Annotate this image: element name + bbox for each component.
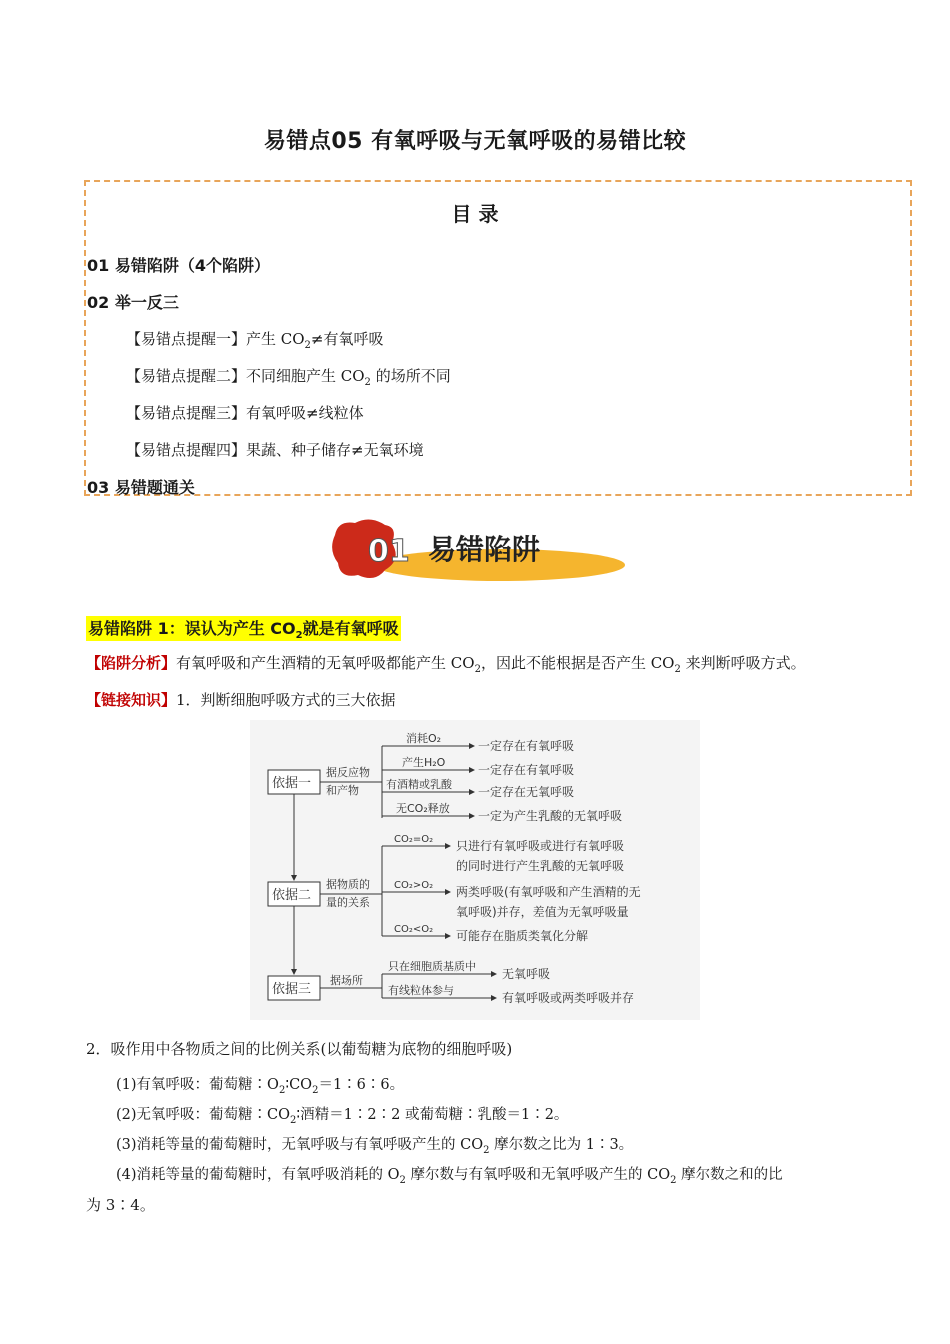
b1-cond-1: 消耗O₂ bbox=[406, 732, 442, 745]
b1-result-1: 一定存在有氧呼吸 bbox=[478, 739, 575, 753]
ratio-4: (4)消耗等量的葡萄糖时，有氧呼吸消耗的 $O_2$ 摩尔数与有氧呼吸和无氧呼吸产生的 $CO_2$ 摩尔数之和的比 bbox=[116, 1167, 783, 1186]
b3-result-1: 无氧呼吸 bbox=[502, 967, 551, 981]
basis-2-label: 依据二 bbox=[272, 888, 312, 903]
b1-result-4: 一定为产生乳酸的无氧呼吸 bbox=[478, 809, 623, 823]
b1-cond-2: 产生H₂O bbox=[402, 756, 446, 769]
cond-1b: 和产物 bbox=[326, 784, 359, 797]
link-knowledge: 【链接知识】1．判断细胞呼吸方式的三大依据 bbox=[86, 691, 396, 709]
toc-item-traps[interactable]: 01 易错陷阱（4个陷阱） bbox=[87, 256, 270, 275]
b1-cond-4: 无CO₂释放 bbox=[396, 802, 450, 815]
basis-3-label: 依据三 bbox=[272, 982, 312, 997]
trap-1-title: 易错陷阱 1：误认为产生 $CO_2$就是有氧呼吸 bbox=[86, 616, 401, 641]
ratio-2: (2)无氧呼吸：葡萄糖$∶CO_2∶$酒精＝1∶2∶2 或葡萄糖∶乳酸＝1∶2。 bbox=[116, 1107, 569, 1126]
b1-cond-3: 有酒精或乳酸 bbox=[386, 778, 452, 791]
b2-result-1a: 只进行有氧呼吸或进行有氧呼吸 bbox=[456, 839, 625, 853]
banner-number: 01 bbox=[368, 534, 410, 569]
cond-3: 据场所 bbox=[330, 974, 363, 987]
ratio-1: (1)有氧呼吸：葡萄糖$∶O_2∶CO_2=1∶6∶6$。 bbox=[116, 1077, 405, 1096]
b2-result-1b: 的同时进行产生乳酸的无氧呼吸 bbox=[456, 859, 625, 873]
page-title: 易错点05 有氧呼吸与无氧呼吸的易错比较 bbox=[263, 129, 687, 154]
section-banner bbox=[330, 515, 630, 585]
trap-analysis: 【陷阱分析】有氧呼吸和产生酒精的无氧呼吸都能产生 $CO_2$，因此不能根据是否产生 $CO_2$ 来判断呼吸方式。 bbox=[86, 654, 806, 675]
toc-sub-reminder-4[interactable]: 【易错点提醒四】果蔬、种子储存≠无氧环境 bbox=[126, 441, 424, 459]
b2-cond-3: CO₂<O₂ bbox=[394, 924, 434, 935]
b3-cond-1: 只在细胞质基质中 bbox=[388, 960, 476, 973]
cond-2b: 量的关系 bbox=[326, 896, 370, 909]
basis-1-label: 依据一 bbox=[272, 776, 312, 791]
cond-2a: 据物质的 bbox=[326, 878, 370, 891]
respiration-basis-diagram bbox=[250, 720, 700, 1020]
b2-result-2a: 两类呼吸(有氧呼吸和产生酒精的无 bbox=[456, 885, 641, 899]
toc-sub-reminder-3[interactable]: 【易错点提醒三】有氧呼吸≠线粒体 bbox=[126, 404, 364, 422]
b1-result-2: 一定存在有氧呼吸 bbox=[478, 763, 575, 777]
b3-result-2: 有氧呼吸或两类呼吸并存 bbox=[502, 991, 635, 1005]
toc-sub-reminder-1[interactable]: 【易错点提醒一】产生 $CO_2\ne$有氧呼吸 bbox=[126, 330, 384, 351]
toc-item-examples[interactable]: 02 举一反三 bbox=[87, 293, 179, 312]
b2-cond-2: CO₂>O₂ bbox=[394, 880, 434, 891]
b2-result-3: 可能存在脂质类氧化分解 bbox=[456, 929, 589, 943]
b1-result-3: 一定存在无氧呼吸 bbox=[478, 785, 575, 799]
toc-item-drills[interactable]: 03 易错题通关 bbox=[87, 478, 195, 497]
toc-heading: 目 录 bbox=[451, 202, 499, 226]
b2-result-2b: 氧呼吸)并存，差值为无氧呼吸量 bbox=[456, 905, 629, 919]
toc-sub-reminder-2[interactable]: 【易错点提醒二】不同细胞产生 $CO_2$ 的场所不同 bbox=[126, 367, 451, 388]
ratio-3: (3)消耗等量的葡萄糖时，无氧呼吸与有氧呼吸产生的 $CO_2$ 摩尔数之比为 1∶3。 bbox=[116, 1137, 634, 1156]
cond-1a: 据反应物 bbox=[326, 766, 370, 779]
banner-text: 易错陷阱 bbox=[428, 533, 541, 566]
ratios-heading: 2．吸作用中各物质之间的比例关系(以葡萄糖为底物的细胞呼吸) bbox=[86, 1040, 513, 1058]
b2-cond-1: CO₂=O₂ bbox=[394, 834, 434, 845]
ratio-4-end: 为 3∶4。 bbox=[86, 1196, 155, 1214]
b3-cond-2: 有线粒体参与 bbox=[388, 984, 454, 997]
